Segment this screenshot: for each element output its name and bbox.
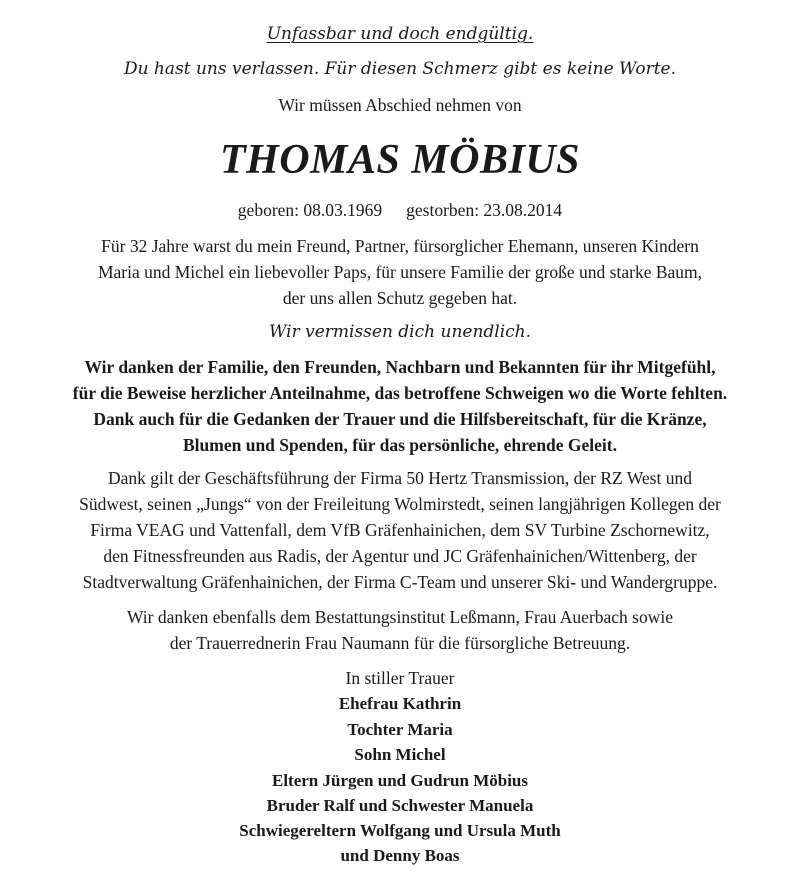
birth-date: geboren: 08.03.1969 (237, 200, 383, 220)
mourner-name: und Denny Boas (340, 846, 460, 865)
mourner-name: Bruder Ralf und Schwester Manuela (266, 796, 534, 815)
mourners-intro: In stiller Trauer (345, 668, 455, 688)
company-thanks-line: Firma VEAG und Vattenfall, dem VfB Gräfenhainichen, dem SV Turbine Zschornewitz, (90, 520, 710, 540)
miss-line: Wir vermissen dich unendlich. (268, 322, 532, 342)
thanks-line: Wir danken der Familie, den Freunden, Nachbarn und Bekannten für ihr Mitgefühl, (84, 357, 716, 377)
opening-line: Unfassbar und doch endgültig. (266, 24, 534, 44)
life-dates (0, 200, 800, 221)
mourner-name: Ehefrau Kathrin (338, 694, 462, 713)
funeral-thanks-line: Wir danken ebenfalls dem Bestattungsinstitut Leßmann, Frau Auerbach sowie (126, 607, 674, 627)
thanks-line: Blumen und Spenden, für das persönliche, ehrende Geleit. (183, 435, 617, 455)
mourner-name: Sohn Michel (354, 745, 446, 764)
mourner-name: Tochter Maria (347, 720, 453, 739)
funeral-thanks-line: der Trauerrednerin Frau Naumann für die fürsorgliche Betreuung. (169, 633, 631, 653)
company-thanks-line: Dank gilt der Geschäftsführung der Firma 50 Hertz Transmission, der RZ West und (108, 468, 692, 488)
mourner-name: Eltern Jürgen und Gudrun Möbius (271, 771, 528, 790)
mourner-name: Schwiegereltern Wolfgang und Ursula Muth (239, 821, 561, 840)
opening-subline: Du hast uns verlassen. Für diesen Schmerz gibt es keine Worte. (123, 59, 677, 79)
farewell-intro: Wir müssen Abschied nehmen von (278, 95, 522, 115)
tribute-line: der uns allen Schutz gegeben hat. (282, 288, 518, 308)
company-thanks-line: Stadtverwaltung Gräfenhainichen, der Firma C-Team und unserer Ski- und Wandergruppe. (82, 572, 718, 592)
thanks-line: für die Beweise herzlicher Anteilnahme, das betroffene Schweigen wo die Worte fehlten. (72, 383, 728, 403)
deceased-name: THOMAS MÖBIUS (219, 137, 581, 183)
company-thanks-line: den Fitnessfreunden aus Radis, der Agentur und JC Gräfenhainichen/Wittenberg, der (103, 546, 697, 566)
company-thanks-line: Südwest, seinen „Jungs“ von der Freileitung Wolmirstedt, seinen langjährigen Kollegen der (79, 494, 721, 514)
tribute-line: Für 32 Jahre warst du mein Freund, Partner, fürsorglicher Ehemann, unseren Kindern (101, 236, 699, 256)
thanks-line: Dank auch für die Gedanken der Trauer und die Hilfsbereitschaft, für die Kränze, (93, 409, 707, 429)
death-date: gestorben: 23.08.2014 (406, 200, 563, 220)
tribute-line: Maria und Michel ein liebevoller Paps, für unsere Familie der große und starke Baum, (97, 262, 703, 282)
